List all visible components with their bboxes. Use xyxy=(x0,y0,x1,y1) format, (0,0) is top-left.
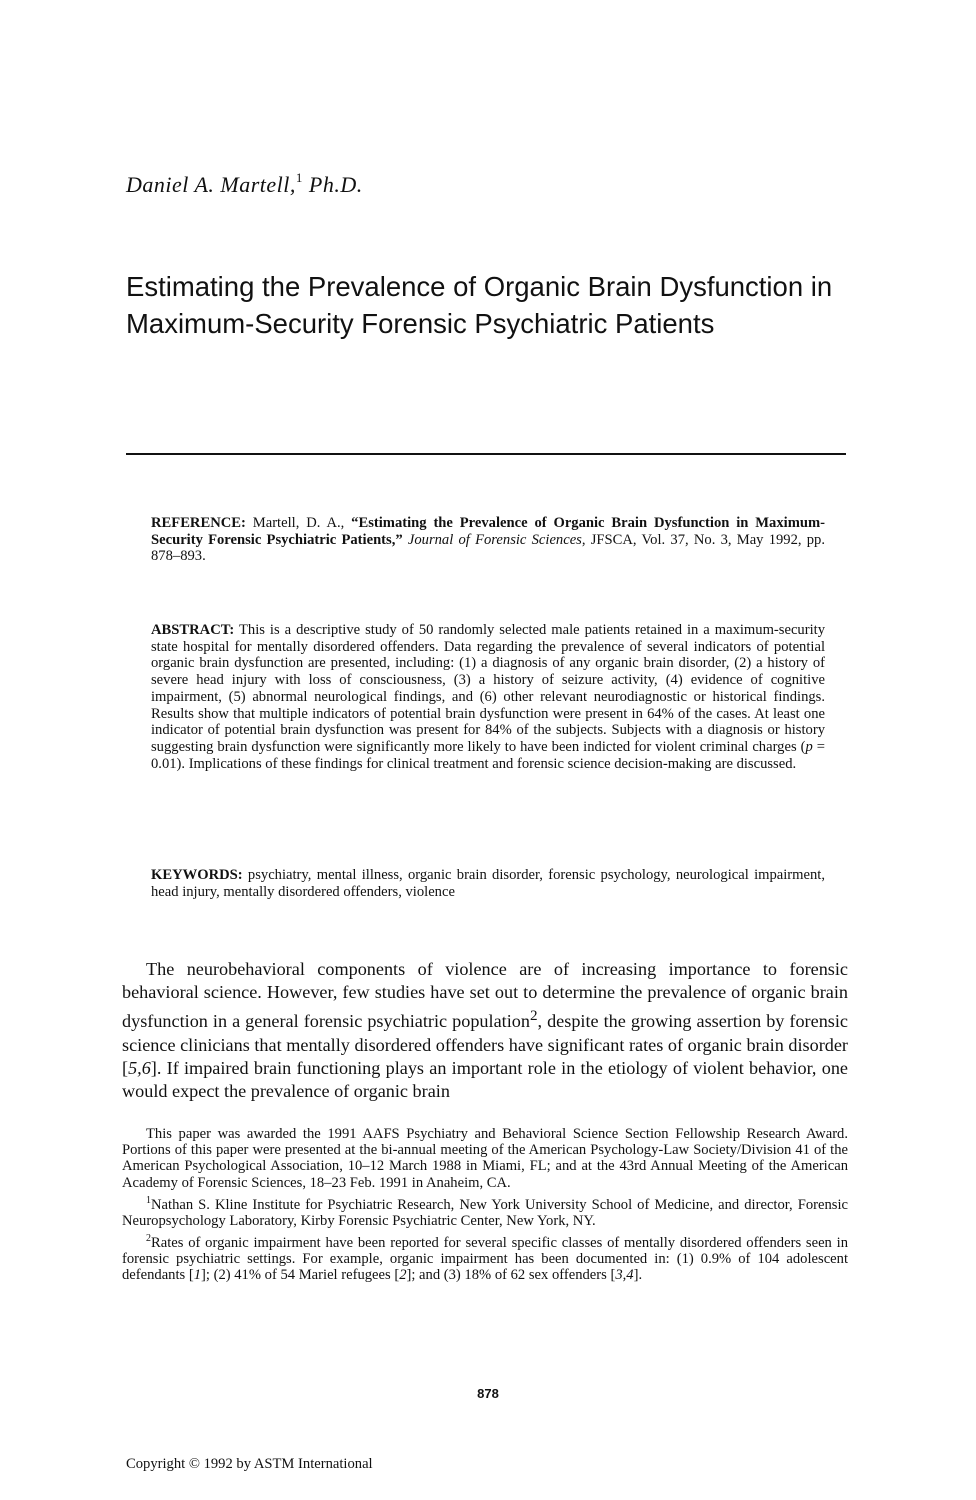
footnote-1 xyxy=(122,1193,848,1229)
body-text-mid: , despite the growing assertion by forensic science clinicians that mentally disordered offenders have significant rates of organic brain disorder [ xyxy=(122,1011,848,1078)
page-number: 878 xyxy=(477,1386,499,1401)
footnote-2-ref: 3,4 xyxy=(615,1267,634,1284)
author-degree: Ph.D. xyxy=(302,172,363,197)
body-footnote-marker: 2 xyxy=(529,1007,538,1025)
footnote-2-ref: 2 xyxy=(399,1267,407,1284)
author-line xyxy=(126,172,363,198)
footnote-2-text: ]; and (3) 18% of 62 sex offenders [ xyxy=(406,1267,616,1284)
reference-label: REFERENCE: xyxy=(151,515,246,531)
author-footnote-marker: 1 xyxy=(295,170,303,185)
footnote-1-text: Nathan S. Kline Institute for Psychiatric Research, New York University School of Medicine, and director, Forensic Neuropsychology Laboratory, Kirby Forensic Psychiatric Center, New York, NY. xyxy=(122,1196,848,1229)
body-paragraph xyxy=(122,958,848,1103)
footnote-2-text: ]; (2) 41% of 54 Mariel refugees [ xyxy=(201,1267,400,1284)
footnote-2 xyxy=(122,1231,848,1283)
reference-citation: , JFSCA, Vol. 37, No. 3, May 1992, pp. 878–893. xyxy=(151,531,825,565)
reference-block xyxy=(151,515,825,565)
body-text-end: ]. If impaired brain functioning plays an important role in the etiology of violent behavior, one would expect the prevalence of organic brain xyxy=(122,1057,848,1102)
abstract-text: This is a descriptive study of 50 randomly selected male patients retained in a maximum-security state hospital for mentally disordered offenders. Data regarding the prevalence of several indicators of potential organic brain dysfunction are presented, including: (1) a diagnosis of any organic brain disorder, (2) a history of severe head injury with loss of consciousness, (3) a history of seizure activity, (4) evidence of cognitive impairment, (5) abnormal neurological findings, and (6) other relevant neurodiagnostic or historical findings. Results show that multiple indicators of potential brain dysfunction were present in 64% of the cases. At least one indicator of potential brain dysfunction was present for 84% of the subjects. Subjects with a diagnosis or history suggesting brain dysfunction were significantly more likely to have been indicted for violent criminal charges ( xyxy=(151,622,825,755)
abstract-label: ABSTRACT: xyxy=(151,622,235,638)
abstract-block xyxy=(151,622,825,772)
keywords-text: psychiatry, mental illness, organic brain disorder, forensic psychology, neurological impairment, head injury, mentally disordered offenders, violence xyxy=(151,867,825,900)
footnote-1-marker: 1 xyxy=(146,1194,151,1206)
body-text: The neurobehavioral components of violence are of increasing importance to forensic behavioral science. However, few studies have set out to determine the prevalence of organic brain dysfunction in a general forensic psychiatric population xyxy=(122,959,848,1032)
footnote-2-text: Rates of organic impairment have been reported for several specific classes of mentally disordered offenders seen in forensic psychiatric settings. For example, organic impairment has been documented in: (1) 0.9% of 104 adolescent defendants [ xyxy=(122,1234,848,1284)
keywords-label: KEYWORDS: xyxy=(151,867,243,883)
reference-article-title: “Estimating the Prevalence of Organic Brain Dysfunction in Maximum-Security Forensic Psychiatric Patients,” xyxy=(151,515,825,548)
title-divider xyxy=(126,453,846,455)
abstract-text-end: = 0.01). Implications of these findings for clinical treatment and forensic science decision-making are discussed. xyxy=(151,738,825,772)
abstract-p-symbol: p xyxy=(805,738,813,755)
footnote-2-marker: 2 xyxy=(146,1233,151,1245)
keywords-block xyxy=(151,867,825,900)
reference-journal: Journal of Forensic Sciences xyxy=(402,531,582,548)
footnotes xyxy=(122,1126,848,1286)
copyright-notice: Copyright © 1992 by ASTM International xyxy=(126,1456,373,1472)
reference-authors: Martell, D. A., xyxy=(245,515,352,531)
author-name: Daniel A. Martell, xyxy=(126,172,296,197)
article-title: Estimating the Prevalence of Organic Brain Dysfunction in Maximum-Security Forensic Psychiatric Patients xyxy=(126,271,833,339)
footnote-2-ref: 1 xyxy=(193,1267,202,1284)
footnote-2-text: ]. xyxy=(633,1267,643,1284)
body-citation-refs: 5,6 xyxy=(128,1057,151,1078)
footnote-award: This paper was awarded the 1991 AAFS Psychiatry and Behavioral Science Section Fellowship Research Award. Portions of this paper were presented at the bi-annual meeting of the American Psychology-Law Society/Division 41 of the American Psychological Association, 10–12 March 1988 in Miami, FL; and at the 43rd Annual Meeting of the American Academy of Forensic Sciences, 18–23 Feb. 1991 in Anaheim, CA. xyxy=(122,1126,848,1191)
